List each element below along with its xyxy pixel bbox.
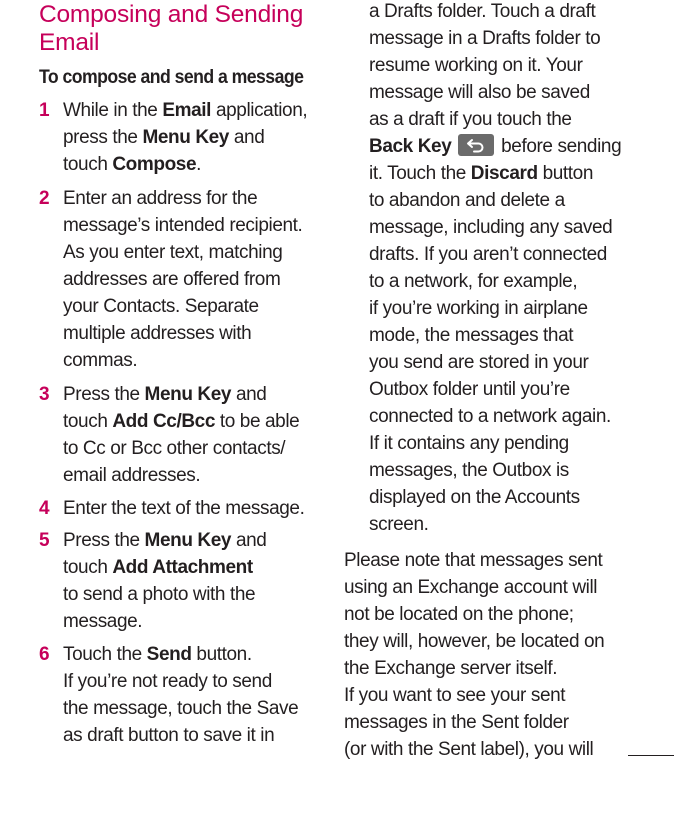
text-line: If it contains any pending (369, 433, 569, 454)
text-line: as a draft if you touch the (369, 109, 572, 130)
text-line: mode, the messages that (369, 325, 574, 346)
text-line: drafts. If you aren’t connected (369, 244, 607, 265)
text-line: a Drafts folder. Touch a draft (369, 1, 596, 22)
text-run: touch (63, 557, 113, 578)
text-run: touch (63, 154, 113, 175)
text-run: . (196, 154, 202, 175)
text-line: messages in the Sent folder (344, 712, 569, 733)
text-run: and (231, 384, 267, 405)
text-line: If you want to see your sent (344, 685, 566, 706)
text-line: as draft button to save it in (63, 725, 275, 746)
text-line: Please note that messages sent (344, 550, 603, 571)
text-line: multiple addresses with (63, 323, 252, 344)
text-line: to abandon and delete a (369, 190, 565, 211)
text-line: messages, the Outbox is (369, 460, 569, 481)
text-line: If you’re not ready to send (63, 671, 272, 692)
section-title-line: Email (39, 29, 100, 56)
text-line: to a network, for example, (369, 271, 578, 292)
text-line: commas. (63, 350, 138, 371)
exchange-note (344, 547, 644, 763)
text-line: to send a photo with the (63, 584, 256, 605)
text-line: Enter the text of the message. (63, 498, 305, 519)
bold-term: Back Key (369, 136, 452, 157)
step-6-continuation (369, 0, 659, 538)
text-run: button. (191, 644, 252, 665)
bold-term: Menu Key (144, 384, 232, 405)
text-line: connected to a network again. (369, 406, 611, 427)
step-number: 2 (39, 188, 50, 209)
text-run: Touch the (63, 644, 147, 665)
text-line: message will also be saved (369, 82, 590, 103)
text-line: email addresses. (63, 465, 201, 486)
bold-term: Add Attachment (112, 557, 253, 578)
step-number: 5 (39, 530, 50, 551)
step-text (63, 185, 333, 374)
text-line: to Cc or Bcc other contacts/ (63, 438, 286, 459)
step-number: 3 (39, 384, 50, 405)
text-line: if you’re working in airplane (369, 298, 588, 319)
section-title-line: Composing and Sending (39, 1, 304, 28)
bold-term: Send (146, 644, 192, 665)
step-number: 4 (39, 498, 50, 519)
text-run: application, (211, 100, 308, 121)
step-text (63, 381, 333, 489)
text-line: Outbox folder until you’re (369, 379, 570, 400)
text-run: press the (63, 127, 143, 148)
text-line: message’s intended recipient. (63, 215, 303, 236)
step-number: 6 (39, 644, 50, 665)
text-line: As you enter text, matching (63, 242, 283, 263)
bold-term: Menu Key (142, 127, 229, 148)
step-text (63, 97, 333, 178)
text-run: button (537, 163, 594, 184)
step-text (63, 641, 333, 749)
text-line: the Exchange server itself. (344, 658, 558, 679)
text-line: message. (63, 611, 143, 632)
step-number: 1 (39, 100, 50, 121)
bold-term: Menu Key (144, 530, 232, 551)
text-line: Enter an address for the (63, 188, 258, 209)
page-rule (628, 755, 674, 756)
text-line: displayed on the Accounts (369, 487, 580, 508)
bold-term: Discard (470, 163, 538, 184)
text-line: addresses are offered from (63, 269, 281, 290)
subheading: To compose and send a message (39, 67, 304, 88)
text-line: message, including any saved (369, 217, 613, 238)
step-text (63, 527, 333, 635)
text-run: before sending (496, 136, 622, 157)
text-line: screen. (369, 514, 429, 535)
text-line: your Contacts. Separate (63, 296, 259, 317)
bold-term: Compose (112, 154, 197, 175)
text-run: it. Touch the (369, 163, 471, 184)
step-text (63, 495, 333, 522)
text-line: not be located on the phone; (344, 604, 574, 625)
text-line: resume working on it. Your (369, 55, 583, 76)
text-line: they will, however, be located on (344, 631, 605, 652)
text-run: While in the (63, 100, 163, 121)
text-run: to be able (215, 411, 300, 432)
text-line: message in a Drafts folder to (369, 28, 601, 49)
text-run: touch (63, 411, 113, 432)
back-arrow-icon (458, 134, 494, 156)
text-run: and (231, 530, 267, 551)
section-title (39, 1, 303, 57)
text-run: Press the (63, 384, 145, 405)
text-line: (or with the Sent label), you will (344, 739, 594, 760)
text-line: you send are stored in your (369, 352, 589, 373)
bold-term: Add Cc/Bcc (112, 411, 215, 432)
text-run: Press the (63, 530, 145, 551)
text-run: and (228, 127, 265, 148)
bold-term: Email (162, 100, 212, 121)
text-line: using an Exchange account will (344, 577, 598, 598)
text-line: the message, touch the Save (63, 698, 299, 719)
